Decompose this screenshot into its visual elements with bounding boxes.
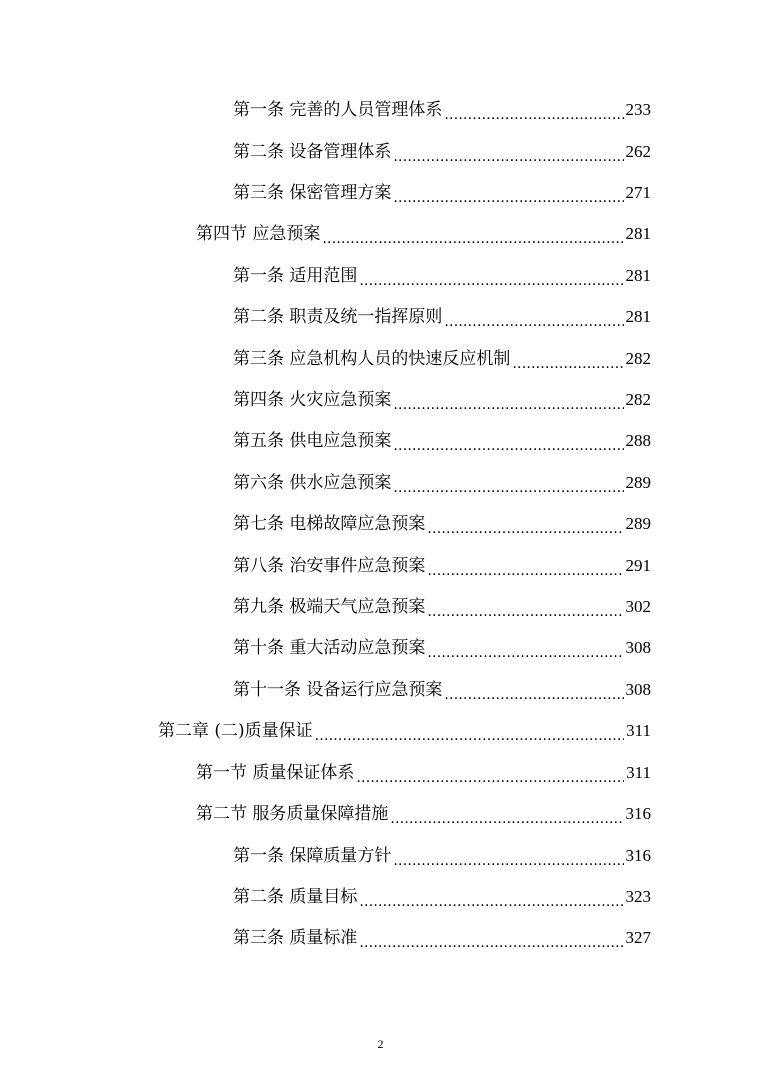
dot-leader (359, 883, 623, 911)
toc-entry-page: 281 (625, 224, 651, 243)
toc-entry-page: 308 (625, 638, 651, 657)
toc-entry-page: 289 (625, 473, 651, 492)
toc-entry-title: 第三条 应急机构人员的快速反应机制 (233, 349, 511, 369)
toc-entry[interactable] (233, 138, 651, 166)
toc-entry[interactable] (233, 96, 651, 124)
toc-entry-title: 第十一条 设备运行应急预案 (233, 680, 443, 700)
toc-entry-title: 第三条 质量标准 (233, 928, 358, 948)
toc-entry-page: 262 (625, 142, 651, 161)
dot-leader (393, 842, 623, 870)
dot-leader (356, 759, 624, 787)
dot-leader (359, 924, 623, 952)
dot-leader (393, 427, 623, 455)
dot-leader (427, 593, 623, 621)
toc-entry[interactable] (233, 634, 651, 662)
toc-entry-page: 316 (625, 846, 651, 865)
toc-entry-title: 第二节 服务质量保障措施 (196, 804, 389, 824)
toc-entry[interactable] (233, 676, 651, 704)
toc-entry[interactable] (233, 593, 651, 621)
dot-leader (390, 800, 623, 828)
dot-leader (444, 96, 623, 124)
toc-entry-page: 308 (625, 680, 651, 699)
dot-leader (393, 386, 623, 414)
toc-entry-title: 第二条 职责及统一指挥原则 (233, 307, 443, 327)
dot-leader (444, 676, 623, 704)
dot-leader (427, 510, 623, 538)
toc-entry-title: 第一条 保障质量方针 (233, 846, 392, 866)
toc-entry[interactable] (233, 303, 651, 331)
toc-entry[interactable] (196, 220, 651, 248)
toc-entry-page: 281 (625, 307, 651, 326)
toc-entry[interactable] (233, 552, 651, 580)
toc-entry[interactable] (158, 717, 651, 745)
toc-entry-page: 289 (625, 514, 651, 533)
toc-entry[interactable] (233, 510, 651, 538)
toc-entry-page: 311 (626, 763, 651, 782)
toc-entry[interactable] (196, 800, 651, 828)
toc-entry-page: 323 (625, 887, 651, 906)
toc-entry-title: 第四节 应急预案 (196, 224, 321, 244)
toc-entry[interactable] (233, 883, 651, 911)
dot-leader (359, 262, 623, 290)
toc-entry-page: 271 (625, 183, 651, 202)
dot-leader (444, 303, 623, 331)
toc-entry-title: 第四条 火灾应急预案 (233, 390, 392, 410)
dot-leader (315, 717, 624, 745)
toc-entry-title: 第六条 供水应急预案 (233, 473, 392, 493)
toc-entry-title: 第五条 供电应急预案 (233, 431, 392, 451)
toc-entry-page: 311 (626, 721, 651, 740)
toc-entry-title: 第一条 适用范围 (233, 266, 358, 286)
toc-entry[interactable] (233, 427, 651, 455)
toc-entry[interactable] (233, 262, 651, 290)
toc-entry-title: 第二章 (二)质量保证 (158, 721, 313, 741)
toc-entry-title: 第二条 设备管理体系 (233, 142, 392, 162)
toc-entry-page: 281 (625, 266, 651, 285)
toc-entry-title: 第九条 极端天气应急预案 (233, 597, 426, 617)
dot-leader (393, 469, 623, 497)
toc-entry-title: 第七条 电梯故障应急预案 (233, 514, 426, 534)
toc-entry-page: 316 (625, 804, 651, 823)
dot-leader (427, 634, 623, 662)
dot-leader (322, 220, 623, 248)
toc-entry-page: 233 (625, 100, 651, 119)
dot-leader (393, 138, 623, 166)
toc-entry-title: 第十条 重大活动应急预案 (233, 638, 426, 658)
page-number: 2 (377, 1037, 384, 1051)
toc-entry-page: 291 (625, 556, 651, 575)
toc-entry[interactable] (233, 924, 651, 952)
toc-entry-title: 第八条 治安事件应急预案 (233, 556, 426, 576)
toc-entry-title: 第一条 完善的人员管理体系 (233, 100, 443, 120)
toc-entry-page: 327 (625, 928, 651, 947)
toc-entry-page: 282 (625, 349, 651, 368)
dot-leader (427, 552, 623, 580)
toc-entry[interactable] (196, 759, 651, 787)
dot-leader (393, 179, 623, 207)
toc-entry-page: 288 (625, 431, 651, 450)
toc-entry-page: 302 (625, 597, 651, 616)
toc-entry[interactable] (233, 842, 651, 870)
toc-entry[interactable] (233, 179, 651, 207)
toc-entry-page: 282 (625, 390, 651, 409)
toc-entry[interactable] (233, 386, 651, 414)
toc-entry-title: 第一节 质量保证体系 (196, 763, 355, 783)
toc-entry[interactable] (233, 469, 651, 497)
dot-leader (512, 345, 623, 373)
toc-entry[interactable] (233, 345, 651, 373)
toc-entry-title: 第二条 质量目标 (233, 887, 358, 907)
toc-entry-title: 第三条 保密管理方案 (233, 183, 392, 203)
